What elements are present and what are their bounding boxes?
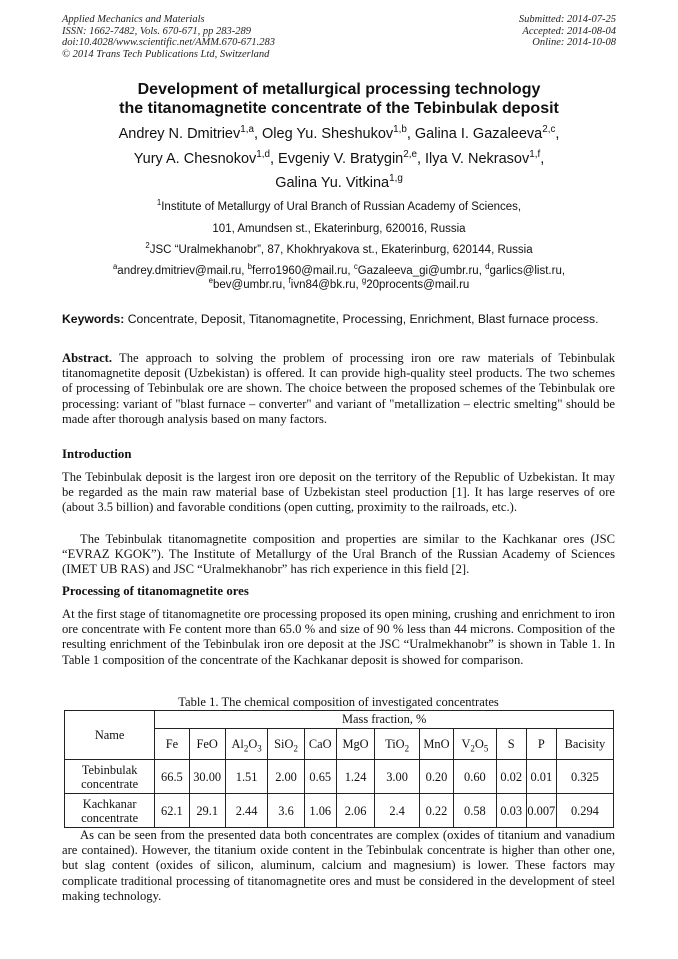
table-cell: 0.01: [526, 760, 556, 794]
processing-paragraph-1: At the first stage of titanomagnetite ore processing proposed its open mining, crushing and enrichment to iron ore concentrate with Fe content more than 65.0 % and size of 90 % less than 44 microns. Composition of the resulting enrichment of the Tebinbulak iron ore deposit at the JSC “Uralmekhanobr” is shown in Table 1. In Table 1 composition of the concentrate of the Kachkanar deposit is showed for comparison.: [62, 607, 615, 667]
author-name: Galina I. Gazaleeva: [414, 126, 543, 142]
column-header: [155, 729, 189, 760]
submitted-date: Submitted: 2014-07-25: [518, 14, 616, 25]
submission-dates: [519, 14, 616, 49]
author-name: Oleg Yu. Sheshukov: [262, 126, 394, 142]
column-header: [225, 729, 268, 760]
author-name: Andrey N. Dmitriev: [118, 126, 241, 142]
column-header: [454, 729, 497, 760]
email-address: 20procents@mail.ru: [366, 279, 470, 291]
author-sep: ,: [555, 126, 560, 142]
column-header-part: 5: [483, 742, 489, 753]
issn-line: ISSN: 1662-7482, Vols. 670-671, pp 283-289: [62, 25, 251, 37]
column-header-part: 2: [404, 742, 410, 753]
column-header: [375, 729, 420, 760]
table-cell: 0.02: [496, 760, 526, 794]
heading-introduction: Introduction: [62, 447, 132, 461]
author-sup: 1,f: [529, 148, 541, 160]
affiliation-sup: 1: [156, 198, 162, 208]
table-cell: 30.00: [189, 760, 225, 794]
author-line-2: [40, 147, 638, 172]
email-address: Gazaleeva_gi@umbr.ru,: [357, 265, 486, 277]
column-header-part: 3: [257, 742, 262, 753]
author-sup: 1,a: [240, 124, 254, 136]
author-sup: 1,b: [393, 124, 407, 136]
column-header-part: MnO: [423, 736, 450, 751]
keywords: [62, 312, 615, 327]
table-cell: 0.22: [419, 794, 453, 828]
email-address: ferro1960@mail.ru,: [252, 265, 354, 277]
table-cell: 1.06: [304, 794, 336, 828]
email-address: garlics@list.ru,: [489, 265, 566, 277]
table-cell: 0.65: [304, 760, 336, 794]
column-header-part: 2: [293, 742, 298, 753]
email-sup: d: [485, 262, 490, 272]
column-header-part: 2: [243, 742, 249, 753]
row-name-line: Tebinbulak: [81, 762, 138, 777]
affiliation-2: [40, 243, 638, 257]
table-caption: Table 1. The chemical composition of investigated concentrates: [178, 695, 499, 709]
abstract: [62, 351, 615, 427]
table-header-row: [65, 711, 614, 729]
column-header: [268, 729, 304, 760]
author-list: [40, 122, 638, 196]
email-list: [40, 264, 638, 292]
author-name: Evgeniy V. Bratygin: [278, 150, 404, 167]
author-name: Galina Yu. Vitkina: [275, 175, 390, 191]
table-cell: 2.06: [336, 794, 374, 828]
copyright-line: © 2014 Trans Tech Publications Ltd, Switzerland: [62, 48, 270, 60]
email-address: bev@umbr.ru,: [213, 279, 289, 291]
author-name: Ilya V. Nekrasov: [425, 150, 530, 167]
online-date: Online: 2014-10-08: [532, 37, 616, 48]
author-sep: ,: [406, 126, 415, 142]
author-sep: ,: [540, 150, 545, 167]
column-header-part: Bacisity: [564, 736, 606, 751]
email-sup: e: [208, 276, 213, 286]
table-cell: 0.03: [496, 794, 526, 828]
column-header-part: P: [537, 736, 545, 751]
paper-title: [40, 80, 638, 118]
table-cell: 2.4: [375, 794, 420, 828]
keywords-label: Keywords:: [62, 312, 125, 326]
table-cell: 3.00: [375, 760, 420, 794]
journal-info: [62, 14, 275, 60]
column-header: [556, 729, 613, 760]
doi-line: doi:10.4028/www.scientific.net/AMM.670-671.283: [62, 37, 275, 48]
row-name: [65, 760, 155, 794]
column-header-part: SiO: [274, 736, 294, 751]
column-header-part: S: [507, 736, 515, 751]
table-cell: 0.20: [419, 760, 453, 794]
affiliation-1-address: 101, Amundsen st., Ekaterinburg, 620016, Russia: [212, 223, 466, 235]
name-header: Name: [65, 711, 155, 760]
affiliation-text: Institute of Metallurgy of Ural Branch of Russian Academy of Sciences,: [161, 201, 522, 213]
author-sup: 1,d: [256, 148, 270, 160]
email-sup: a: [112, 262, 118, 272]
mass-fraction-header: Mass fraction, %: [155, 711, 614, 729]
table-cell: 0.325: [556, 760, 613, 794]
column-header-part: FeO: [196, 736, 218, 751]
affiliation-text: JSC “Uralmekhanobr”, 87, Khokhryakova st., Ekaterinburg, 620144, Russia: [149, 244, 533, 256]
table-cell: 66.5: [155, 760, 189, 794]
email-line-2: [40, 278, 638, 292]
author-line-3: [40, 171, 638, 196]
accepted-date: Accepted: 2014-08-04: [522, 25, 616, 37]
table-cell: 0.294: [556, 794, 613, 828]
table-cell: 2.00: [268, 760, 304, 794]
abstract-label: Abstract.: [62, 351, 113, 365]
column-header-part: MgO: [342, 736, 369, 751]
author-sep: ,: [416, 150, 425, 167]
column-header-part: TiO: [385, 736, 405, 751]
column-header: [419, 729, 453, 760]
email-sup: g: [361, 276, 367, 286]
row-name-line: concentrate: [81, 810, 139, 825]
table-cell: 2.44: [225, 794, 268, 828]
table-cell: 0.007: [526, 794, 556, 828]
column-header-part: O: [248, 736, 258, 751]
author-sup: 2,c: [542, 124, 556, 136]
column-header-part: V: [461, 736, 471, 751]
discussion-paragraph: As can be seen from the presented data both concentrates are complex (oxides of titanium and vanadium are contained). However, the titanium oxide content in the Tebinbulak concentrate is higher than other one, but slag content (oxides of silicon, aluminum, calcium and magnesium) is lower. These factors may complicate traditional processing of titanomagnetite ores and must be considered in the development of steel making technology.: [62, 828, 615, 903]
table-cell: 0.60: [454, 760, 497, 794]
row-name-line: concentrate: [81, 776, 139, 791]
column-header-part: Al: [231, 736, 244, 751]
email-sup: f: [288, 276, 291, 286]
table-cell: 1.51: [225, 760, 268, 794]
author-sup: 1,g: [389, 173, 403, 185]
column-header: [189, 729, 225, 760]
column-header-part: O: [474, 736, 484, 751]
row-name-line: Kachkanar: [82, 796, 137, 811]
author-line-1: [40, 122, 638, 147]
composition-table: [64, 710, 614, 828]
column-header-part: 2: [470, 742, 475, 753]
table-cell: 1.24: [336, 760, 374, 794]
author-sup: 2,e: [403, 148, 417, 160]
email-address: andrey.dmitriev@mail.ru,: [117, 265, 248, 277]
table-row: [65, 794, 614, 828]
table-cell: 29.1: [189, 794, 225, 828]
table-row: [65, 760, 614, 794]
column-header-part: Fe: [165, 736, 179, 751]
intro-paragraph-2: The Tebinbulak titanomagnetite composition and properties are similar to the Kachkanar ores (JSC “EVRAZ KGOK”). The Institute of Metallurgy of the Ural Branch of the Russian Academy of Sciences (IMET UB RAS) and JSC “Uralmekhanobr” has rich experience in this field [2].: [62, 532, 615, 577]
author-name: Yury A. Chesnokov: [133, 150, 257, 167]
email-line-1: [40, 264, 638, 278]
title-line-1: Development of metallurgical processing technology: [137, 81, 541, 98]
email-address: ivn84@bk.ru,: [290, 279, 362, 291]
table-cell: 62.1: [155, 794, 189, 828]
affiliation-sup: 2: [145, 241, 150, 251]
title-line-2: the titanomagnetite concentrate of the Tebinbulak deposit: [119, 100, 559, 117]
row-name: [65, 794, 155, 828]
email-sup: b: [247, 262, 252, 272]
table-cell: 3.6: [268, 794, 304, 828]
table-cell: 0.58: [454, 794, 497, 828]
column-header: [336, 729, 374, 760]
column-header: [496, 729, 526, 760]
column-header: [304, 729, 336, 760]
email-sup: c: [353, 262, 358, 272]
author-sep: ,: [269, 150, 279, 167]
keywords-text: Concentrate, Deposit, Titanomagnetite, Processing, Enrichment, Blast furnace process.: [127, 312, 599, 326]
heading-processing: Processing of titanomagnetite ores: [62, 584, 249, 598]
column-header: [526, 729, 556, 760]
affiliation-1: [40, 200, 638, 214]
author-sep: ,: [253, 126, 262, 142]
abstract-text: The approach to solving the problem of processing iron ore raw materials of Tebinbulak titanomagnetite deposit (Uzbekistan) is offered. It can provide high-quality steel products. The two schemes of processing of Tebinbulak ore are shown. The choice between the proposed schemes of the Tebinbulak ore processing: variant of "blast furnace – converter" and variant of "metallization – electric smelting" should be made after thorough analysis based on many factors.: [62, 351, 616, 426]
journal-name: Applied Mechanics and Materials: [62, 14, 205, 25]
column-header-part: CaO: [308, 736, 332, 751]
intro-paragraph-1: The Tebinbulak deposit is the largest iron ore deposit on the territory of the Republic of Uzbekistan. It may be regarded as the main raw material base of Uzbekistan steel production [1]. It has large reserves of ore (about 3.5 billion) and favorable conditions (open cutting, proximity to the railroads, etc.).: [62, 470, 615, 515]
